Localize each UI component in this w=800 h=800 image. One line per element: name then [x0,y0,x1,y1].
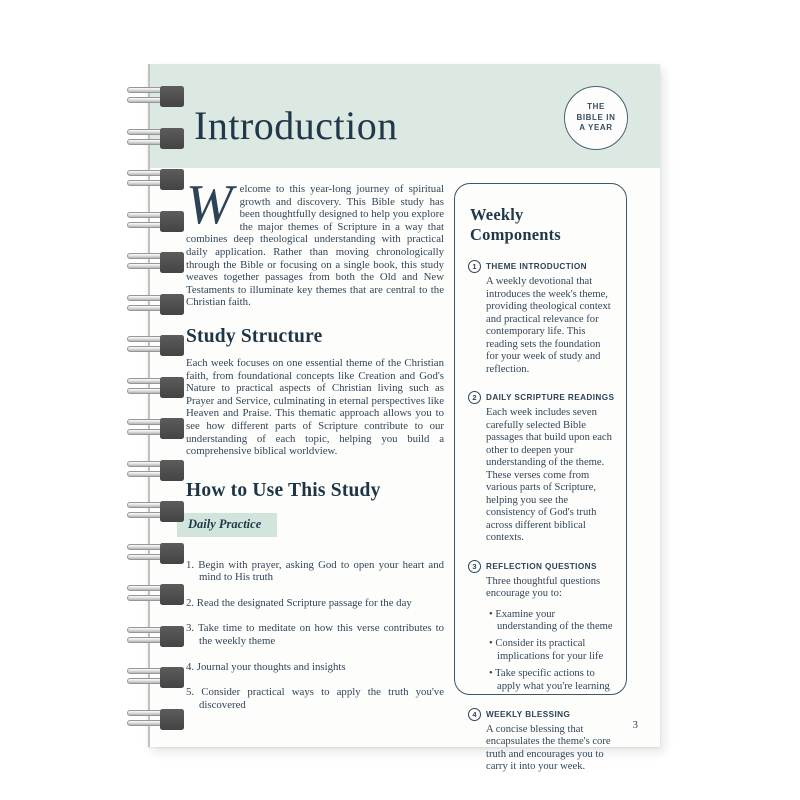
reflection-bullets [489,609,615,693]
component-label: REFLECTION QUESTIONS [486,561,597,571]
intro-paragraph [186,174,444,309]
step-text: Read the designated Scripture passage for the day [194,596,412,609]
bullet-item: • Take specific actions to apply what you're learning [489,668,615,693]
component-text: Each week includes seven carefully selected Bible passages that build upon each other to deepen your understanding of the theme. These verses come from various parts of Scripture, helping you see the consistency of God's truth across different biblical contexts. [486,407,612,543]
step-item [186,661,444,674]
step-item [186,622,444,647]
heading-study-structure: Study Structure [186,325,323,347]
badge-line: A YEAR [579,123,613,133]
step-text: Journal your thoughts and insights [194,660,346,673]
component-label: DAILY SCRIPTURE READINGS [486,393,615,402]
bullet-item: • Examine your understanding of the theme [489,609,615,634]
bible-in-a-year-badge [564,86,628,150]
main-column [186,174,444,724]
bullet-item: • Consider its practical implications for your life [489,638,615,663]
component-text: A weekly devotional that introduces the week's theme, providing theological context and practical relevance for contemporary life. This reading sets the foundation for your week of study and reflection. [486,276,611,375]
step-text: Take time to meditate on how this verse contributes to the weekly theme [194,622,444,648]
step-text: Consider practical ways to apply the truth you've discovered [194,686,444,711]
badge-text [576,102,615,134]
step-item [186,559,444,584]
dropcap: W [186,174,233,236]
intro-text: elcome to this year-long journey of spiritual growth and discovery. This Bible study has been thoughtfully designed to help you explore the major themes of Scripture in a way that combines deep theological understanding with practical daily application. Rather than moving chronologically through the Bible or focusing on a single book, this study weaves together passages from both the Old and New Testaments to illuminate key themes that are central to the Christian faith. [186,183,444,309]
weekly-components-box [454,183,627,773]
component-text: A concise blessing that encapsulates the theme's core truth and encourages you to carry it into your week. [486,723,611,773]
circled-number: 2 [468,391,481,404]
step-number: 1. [186,558,195,571]
component-item-reflection-questions [468,560,615,693]
daily-practice-steps [186,559,444,712]
heading-how-to-use: How to Use This Study [186,479,381,501]
circled-number: 4 [468,708,481,721]
step-number: 4. [186,660,195,673]
component-item-theme-introduction [468,260,615,376]
step-item [186,597,444,610]
page-number: 3 [632,719,638,731]
study-structure-paragraph: Each week focuses on one essential theme of the Christian faith, from foundational concepts like Creation and God's Nature to practical aspects of Christian living such as Prayer and Service, culminating in eternal perspectives like Heaven and Praise. This thematic approach allows you to see how different parts of Scripture contribute to our understanding of each topic, helping you build a comprehensive biblical worldview. [186,356,444,458]
step-number: 2. [186,596,195,609]
component-label: WEEKLY BLESSING [486,709,571,719]
page-title: Introduction [194,103,398,148]
component-item-daily-scripture-readings [468,391,615,545]
step-text: Begin with prayer, asking God to open your heart and mind to His truth [194,558,444,584]
component-text: Three thoughtful questions encourage you to: [486,575,601,599]
book-page [148,64,660,773]
sidebar-title: Weekly Components [470,205,561,244]
step-number: 3. [186,622,195,635]
component-label: THEME INTRODUCTION [486,262,587,271]
badge-line: BIBLE IN [576,112,616,122]
circled-number: 1 [468,260,481,273]
circled-number: 3 [468,560,481,573]
daily-practice-subheading: Daily Practice [177,513,277,537]
step-number: 5. [186,686,195,699]
badge-line: THE [587,101,605,111]
step-item [186,686,444,711]
component-item-weekly-blessing [468,708,615,774]
